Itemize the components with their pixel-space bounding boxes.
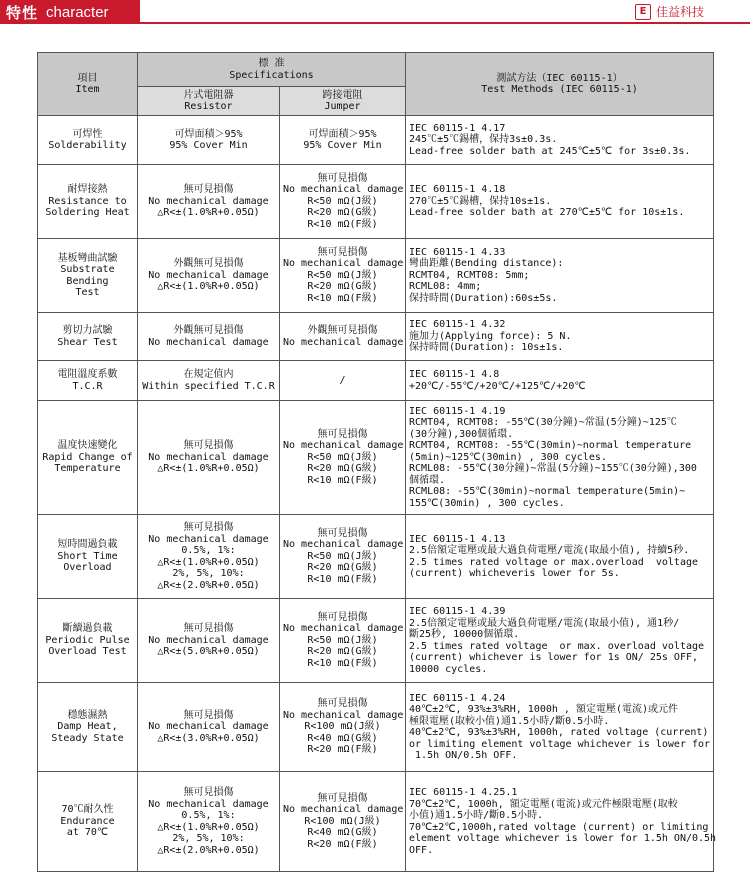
jumper-cell [280,313,406,361]
method-cell-line: 保持時間(Duration):60s±5s. [409,292,558,304]
jumper-cell-line: R<40 mΩ(G級) [307,732,378,744]
resistor-cell-line: 無可見損傷 [183,184,234,196]
method-cell-line: 40℃±2℃, 93%±3%RH, 1000h, rated voltage (current) [409,727,709,738]
resistor-cell-line: △R<±(2.0%R+0.05Ω) [157,579,260,591]
item-cell-line: Soldering Heat [45,207,130,219]
resistor-cell-line: 無可見損傷 [183,440,234,452]
header-jumper [280,87,406,116]
method-cell-line: IEC 60115-1 4.18 [409,184,506,196]
item-cell-line: Overload Test [48,646,127,658]
header-item [38,53,138,116]
method-cell-line: 245℃±5℃錫槽，保持3s±0.3s. [409,134,558,146]
table-row [38,683,714,772]
header-divider [140,22,750,24]
section-tag [0,0,140,24]
item-cell-line: Overload [63,562,112,574]
method-cell-line: 小值)通1.5小時/斷0.5小時. [409,810,544,821]
header-spec-en: Specifications [229,69,314,81]
resistor-cell-line: No mechanical damage [148,721,269,733]
table-row [38,515,714,599]
jumper-cell-line: No mechanical damage [283,440,404,452]
jumper-cell-line: No mechanical damage [283,709,404,721]
method-cell-line: 270℃±5℃錫槽，保持10s±1s. [409,195,552,207]
resistor-cell-line: 0.5%, 1%: [181,810,236,821]
item-cell-line: Short Time [57,550,118,562]
jumper-cell-line: 無可見損傷 [317,246,368,258]
resistor-cell [138,772,280,872]
method-cell-line: 保持時間(Duration): 10s±1s. [409,342,564,354]
item-cell-line: at 70℃ [66,827,109,839]
method-cell [406,239,714,313]
resistor-cell-line: No mechanical damage [148,634,269,646]
jumper-cell-line: 無可見損傷 [317,792,368,804]
resistor-cell-line: 無可見損傷 [183,787,234,798]
brand-logo-icon: E [635,4,651,20]
method-cell-line: IEC 60115-1 4.19 [409,405,506,417]
jumper-cell-line: R<50 mΩ(J級) [307,269,378,281]
item-cell-line: 斷續過負載 [62,623,113,635]
method-cell-line: IEC 60115-1 4.25.1 [409,787,518,798]
item-cell [38,313,138,361]
jumper-cell-line: R<10 mΩ(F級) [307,573,378,585]
resistor-cell-line: △R<±(1.0%R+0.05Ω) [157,463,260,475]
item-cell-line: 70℃耐久性 [61,804,114,816]
spec-table [37,52,717,872]
header-method-en: Test Methods (IEC 60115-1) [481,84,638,95]
brand-name: 佳益科技 [655,5,704,19]
method-cell-line: 斷25秒, 10000個循環. [409,629,520,640]
section-header [0,0,750,24]
table-row [38,401,714,515]
method-cell-line: 2.5 times rated voltage or max.overload voltage [409,556,698,568]
item-cell [38,772,138,872]
resistor-cell [138,313,280,361]
item-cell [38,683,138,772]
item-cell [38,239,138,313]
item-cell [38,361,138,401]
item-cell [38,599,138,683]
method-cell-line: (current) whichever is lower for 1s ON/ 25s OFF, [409,652,698,663]
table-row [38,361,714,401]
resistor-cell-line: △R<±(1.0%R+0.05Ω) [157,281,260,293]
jumper-cell-line: No mechanical damage [283,804,404,816]
resistor-cell-line: No mechanical damage [148,451,269,463]
resistor-cell [138,116,280,165]
jumper-cell-line: No mechanical damage [283,539,404,551]
method-cell-line: Lead-free solder bath at 270℃±5℃ for 10s±1s. [409,207,685,219]
method-cell-line: 施加力(Applying force): 5 N. [409,330,572,342]
header-item-zh: 項目 [77,72,98,84]
item-cell-line: Damp Heat, [57,721,118,733]
jumper-cell-line: R<50 mΩ(J級) [307,195,378,207]
resistor-cell [138,239,280,313]
resistor-cell-line: 無可見損傷 [183,522,234,533]
method-cell-line: or limiting element voltage whichever is lower for [409,738,711,750]
resistor-cell-line: △R<±(1.0%R+0.05Ω) [157,556,260,568]
method-cell [406,515,714,599]
resistor-cell-line: 2%, 5%, 10%: [172,833,245,844]
jumper-cell-line: / [339,374,346,386]
method-cell-line: RCML08: 4mm; [409,281,482,293]
resistor-cell-line: △R<±(5.0%R+0.05Ω) [157,646,260,658]
method-cell-line: IEC 60115-1 4.8 [409,369,500,380]
item-cell-line: Temperature [54,463,121,475]
method-cell-line: (30分鐘),300個循環. [409,428,514,440]
jumper-cell [280,772,406,872]
jumper-cell-line: R<10 mΩ(F級) [307,657,378,669]
method-cell-line: 10000 cycles. [409,663,488,675]
resistor-cell [138,515,280,599]
jumper-cell-line: 外觀無可見損傷 [307,325,378,336]
resistor-cell-line: No mechanical damage [148,533,269,545]
jumper-cell-line: R<10 mΩ(F級) [307,218,378,230]
item-cell-line: T.C.R [72,380,103,392]
method-cell-line: IEC 60115-1 4.39 [409,606,506,617]
resistor-cell-line: 外觀無可見損傷 [173,325,244,336]
item-cell-line: 基板彎曲試驗 [57,252,118,264]
jumper-cell-line: 無可見損傷 [317,172,368,184]
item-cell-line: Endurance [60,815,115,827]
header-jumper-zh: 跨接電阻 [322,89,363,101]
resistor-cell-line: 95% Cover Min [169,140,248,151]
header-item-en: Item [75,84,100,95]
jumper-cell-line: 無可見損傷 [317,698,368,710]
method-cell-line: (5min)~125℃(30min) , 300 cycles. [409,451,607,463]
jumper-cell-line: No mechanical damage [283,258,404,270]
method-cell-line: (current) whicheveris lower for 5s. [409,568,620,579]
jumper-cell-line: 無可見損傷 [317,527,368,539]
method-cell-line: RCML08: -55℃(30分鐘)~常温(5分鐘)~155℃(30分鐘),300 [409,463,697,475]
resistor-cell-line: 無可見損傷 [183,709,234,721]
item-cell-line: Bending [66,275,109,287]
resistor-cell-line: 外觀無可見損傷 [173,258,244,270]
table-row [38,165,714,239]
method-cell-line: 70℃±2℃, 1000h, 額定電壓(電流)或元件極限電壓(取較 [409,798,678,810]
header-method-zh: 測試方法（IEC 60115-1） [496,72,623,84]
jumper-cell-line: R<50 mΩ(J級) [307,634,378,646]
method-cell-line: 2.5倍額定電壓或最大過負荷電壓/電流(取最小值), 通1秒/ [409,617,680,629]
method-cell [406,313,714,361]
item-cell-line: Periodic Pulse [45,634,130,646]
item-cell-line: 剪切力試驗 [62,325,113,336]
item-cell-line: Shear Test [57,336,118,348]
table-row [38,116,714,165]
resistor-cell [138,599,280,683]
item-cell [38,165,138,239]
jumper-cell-line: R<10 mΩ(F級) [307,474,378,486]
jumper-cell-line: No mechanical damage [283,623,404,635]
header-jumper-en: Jumper [324,101,361,112]
header-resistor-en: Resistor [184,101,233,112]
table-row [38,239,714,313]
item-cell-line: 可焊性 [72,128,103,140]
jumper-cell-line: R<10 mΩ(F級) [307,292,378,304]
method-cell [406,683,714,772]
section-title-zh: 特性 [6,3,39,22]
item-cell-line: 温度快速變化 [57,440,118,452]
resistor-cell [138,401,280,515]
item-cell-line: Resistance to [48,195,127,207]
method-cell-line: 1.5h ON/0.5h OFF. [409,750,518,761]
method-cell-line: 極限電壓(取較小值)通1.5小時/斷0.5小時. [409,715,610,727]
resistor-cell-line: 可焊面積＞95% [174,128,243,140]
header-spec-zh: 標 准 [258,58,285,69]
jumper-cell-line: 無可見損傷 [317,428,368,440]
method-cell-line: Lead-free solder bath at 245℃±5℃ for 3s±0.3s. [409,145,691,157]
item-cell [38,515,138,599]
resistor-cell-line: △R<±(3.0%R+0.05Ω) [157,732,260,744]
jumper-cell-line: R<20 mΩ(F級) [307,838,378,850]
method-cell [406,772,717,872]
item-cell-line: 短時間過負載 [57,539,118,551]
jumper-cell-line: R<100 mΩ(J級) [304,721,381,733]
item-cell-line: Test [75,287,100,298]
method-cell-line: 2.5 times rated voltage or max. overload voltage [409,640,705,652]
item-cell [38,116,138,165]
jumper-cell-line: 可焊面積＞95% [308,128,377,140]
resistor-cell-line: No mechanical damage [148,336,269,348]
method-cell [406,116,714,165]
method-cell-line: IEC 60115-1 4.17 [409,122,506,134]
jumper-cell [280,239,406,313]
header-spec [138,53,406,87]
resistor-cell-line: △R<±(1.0%R+0.05Ω) [157,207,260,219]
item-cell-line: 耐焊接熱 [67,184,108,196]
jumper-cell-line: R<100 mΩ(J級) [304,815,381,827]
jumper-cell [280,401,406,515]
resistor-cell-line: 0.5%, 1%: [181,545,236,556]
resistor-cell [138,683,280,772]
jumper-cell-line: 95% Cover Min [303,140,382,151]
jumper-cell-line: R<20 mΩ(G級) [307,646,378,658]
method-cell [406,599,714,683]
jumper-cell-line: R<50 mΩ(J級) [307,451,378,463]
resistor-cell-line: No mechanical damage [148,269,269,281]
method-cell-line: 70℃±2℃,1000h,rated voltage (current) or limiting [409,821,709,833]
resistor-cell-line: No mechanical damage [148,798,269,810]
method-cell-line: RCML08: -55℃(30min)~normal temperature(5min)~ [409,486,686,498]
jumper-cell-line: No mechanical damage [283,336,404,348]
jumper-cell-line: R<20 mΩ(G級) [307,562,378,574]
method-cell-line: RCMT04, RCMT08: -55℃(30min)~normal temperature [409,440,692,452]
method-cell-line: 個循環. [409,474,446,486]
method-cell-line: 155℃(30min) , 300 cycles. [409,497,565,509]
item-cell-line: Substrate [60,264,115,275]
jumper-cell [280,361,406,401]
jumper-cell-line: No mechanical damage [283,184,404,196]
method-cell-line: element voltage whichever is lower for 1.5h ON/0.5h [409,833,717,844]
method-cell [406,165,714,239]
item-cell-line: 電阻溫度系數 [57,369,118,380]
item-cell-line: 穩態濕熱 [67,709,108,721]
header-resistor-zh: 片式電阻器 [183,89,234,101]
method-cell [406,401,714,515]
jumper-cell-line: R<20 mΩ(F級) [307,744,378,756]
jumper-cell-line: 無可見損傷 [317,611,368,623]
resistor-cell-line: 在規定值内 [183,369,234,380]
jumper-cell [280,116,406,165]
jumper-cell [280,599,406,683]
method-cell-line: IEC 60115-1 4.13 [409,533,506,545]
jumper-cell-line: R<20 mΩ(G級) [307,281,378,293]
header-resistor [138,87,280,116]
jumper-cell-line: R<50 mΩ(J級) [307,550,378,562]
method-cell-line: 彎曲距離(Bending distance): [409,258,564,270]
section-title-en: character [46,3,109,21]
table-row [38,313,714,361]
method-cell-line: 2.5倍額定電壓或最大過負荷電壓/電流(取最小值), 持續5秒. [409,545,690,556]
jumper-cell-line: R<20 mΩ(G級) [307,207,378,219]
method-cell-line: 40℃±2℃, 93%±3%RH, 1000h , 額定電壓(電流)或元件 [409,704,679,715]
jumper-cell [280,165,406,239]
item-cell-line: Rapid Change of [42,451,133,463]
jumper-cell-line: R<20 mΩ(G級) [307,463,378,475]
method-cell-line: IEC 60115-1 4.32 [409,319,506,331]
resistor-cell-line: Within specified T.C.R [142,380,275,392]
resistor-cell-line: △R<±(2.0%R+0.05Ω) [157,844,260,856]
resistor-cell-line: No mechanical damage [148,195,269,207]
resistor-cell [138,165,280,239]
jumper-cell [280,683,406,772]
table-row [38,772,714,872]
brand [635,3,704,20]
method-cell-line: IEC 60115-1 4.33 [409,246,506,258]
resistor-cell-line: 無可見損傷 [183,623,234,635]
table-row [38,599,714,683]
resistor-cell-line: △R<±(1.0%R+0.05Ω) [157,821,260,833]
jumper-cell-line: R<40 mΩ(G級) [307,827,378,839]
method-cell-line: RCMT04, RCMT08: -55℃(30分鐘)~常温(5分鐘)~125℃ [409,417,677,429]
resistor-cell-line: 2%, 5%, 10%: [172,568,245,579]
item-cell-line: Solderability [48,140,127,151]
method-cell [406,361,714,401]
item-cell [38,401,138,515]
method-cell-line: OFF. [409,844,434,856]
item-cell-line: Steady State [51,732,124,744]
resistor-cell [138,361,280,401]
jumper-cell [280,515,406,599]
method-cell-line: RCMT04, RCMT08: 5mm; [409,269,530,281]
header-method [406,53,714,116]
method-cell-line: +20℃/-55℃/+20℃/+125℃/+20℃ [409,380,586,392]
method-cell-line: IEC 60115-1 4.24 [409,692,506,704]
